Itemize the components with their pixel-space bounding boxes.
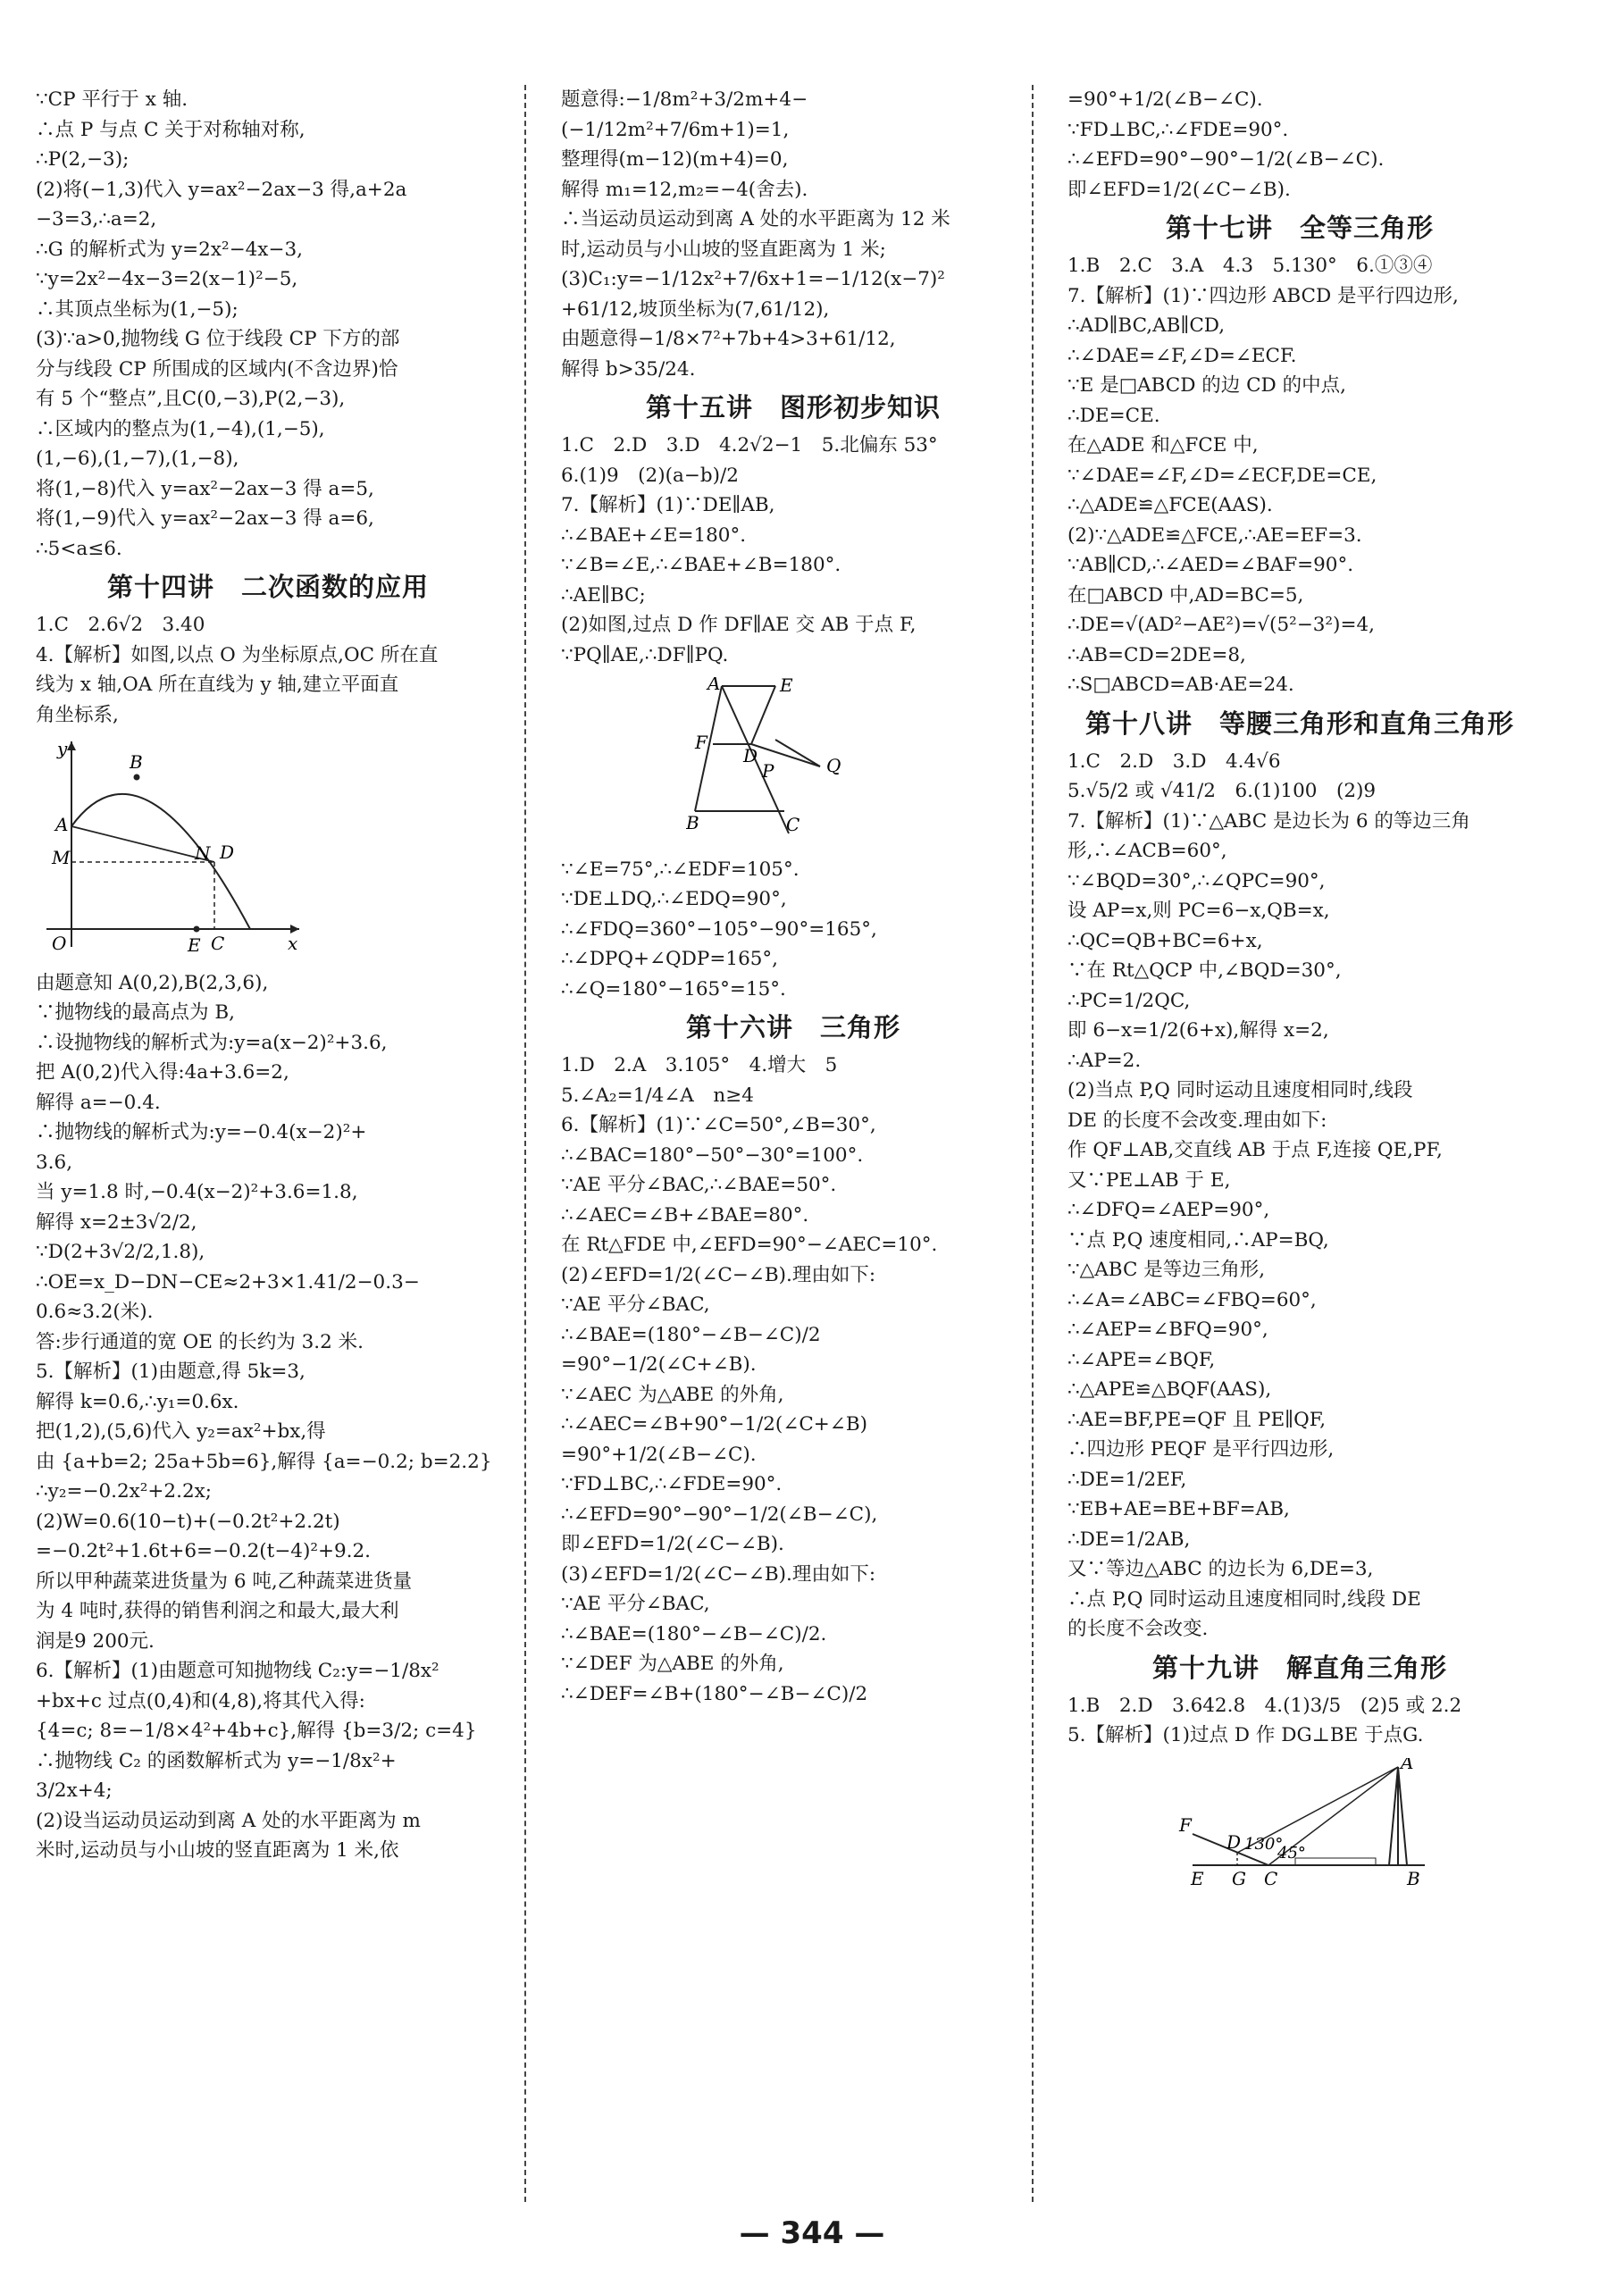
text-line: ∴∠AEC=∠B+90°−1/2(∠C+∠B)	[561, 1413, 868, 1436]
text-line: 由 {a+b=2; 25a+5b=6},解得 {a=−0.2; b=2.2}	[36, 1450, 492, 1473]
fig-label-D: D	[1226, 1830, 1242, 1853]
text-line: 时,运动员与小山坡的竖直距离为 1 米;	[561, 238, 886, 261]
parabola-figure	[36, 737, 500, 961]
text-line: 在 Rt△FDE 中,∠EFD=90°−∠AEC=10°.	[561, 1234, 938, 1256]
text-line: (1,−6),(1,−7),(1,−8),	[36, 448, 239, 470]
text-line: ∴∠A=∠ABC=∠FBQ=60°,	[1067, 1288, 1317, 1311]
text-line: (3)∵a>0,抛物线 G 位于线段 CP 下方的部	[36, 328, 400, 350]
text-line: 又∵PE⊥AB 于 E,	[1067, 1168, 1231, 1192]
text-line: ∴∠BAE+∠E=180°.	[561, 523, 747, 547]
text-line: 整理得(m−12)(m+4)=0,	[561, 148, 789, 171]
text-line: ∴∠AEC=∠B+∠BAE=80°.	[561, 1203, 809, 1227]
heading-lecture-18: 第十八讲 等腰三角形和直角三角形	[1084, 707, 1514, 739]
text-line: ∵∠AEC 为△ABE 的外角,	[561, 1383, 784, 1406]
text-line: ∴∠APE=∠BQF,	[1067, 1348, 1216, 1371]
text-line: ∵∠B=∠E,∴∠BAE+∠B=180°.	[561, 554, 841, 576]
col2-mid15-block	[561, 431, 1025, 670]
text-line: (2)如图,过点 D 作 DF∥AE 交 AB 于点 F,	[561, 614, 917, 636]
text-line: ∴∠FDQ=360°−105°−90°=165°,	[561, 917, 877, 941]
text-line: 1.B 2.D 3.642.8 4.(1)3/5 (2)5 或 2.2	[1067, 1694, 1462, 1717]
text-line: 5.【解析】(1)过点 D 作 DG⊥BE 于点G.	[1067, 1724, 1424, 1746]
text-line: 1.D 2.A 3.105° 4.增大 5	[561, 1054, 838, 1076]
text-line: ∴QC=QB+BC=6+x,	[1067, 929, 1263, 952]
text-line: 解得 b>35/24.	[561, 357, 696, 381]
text-line: ∵AE 平分∠BAC,∴∠BAE=50°.	[561, 1174, 837, 1196]
col1-mid-block	[36, 610, 500, 730]
fig-label-D: D	[743, 745, 758, 766]
text-line: 7.【解析】(1)∵DE∥AB,	[561, 494, 775, 516]
text-line: ∴区域内的整点为(1,−4),(1,−5),	[36, 417, 325, 440]
text-line: 7.【解析】(1)∵△ABC 是边长为 6 的等边三角	[1067, 809, 1470, 833]
text-line: ∴∠Q=180°−165°=15°.	[561, 977, 786, 1000]
fig-label-130: 130°	[1244, 1834, 1284, 1854]
text-line: 在△ADE 和△FCE 中,	[1067, 434, 1259, 456]
fig-label-C: C	[1264, 1867, 1278, 1889]
text-line: 3.6,	[36, 1151, 73, 1174]
text-line: ∵PQ∥AE,∴DF∥PQ.	[561, 643, 729, 666]
text-line: ∴AB=CD=2DE=8,	[1067, 643, 1246, 666]
text-line: 6.(1)9 (2)(a−b)/2	[561, 464, 739, 487]
text-line: ∵CP 平行于 x 轴.	[36, 88, 188, 111]
text-line: ∴S□ABCD=AB·AE=24.	[1067, 674, 1294, 696]
text-line: 将(1,−8)代入 y=ax²−2ax−3 得 a=5,	[36, 477, 374, 500]
parallel-lines-figure	[561, 677, 1025, 848]
text-line: ∵∠DAE=∠F,∠D=∠ECF,DE=CE,	[1067, 464, 1377, 487]
text-line: 1.C 2.D 3.D 4.4√6	[1067, 749, 1281, 773]
text-line: ∴抛物线 C₂ 的函数解析式为 y=−1/8x²+	[36, 1749, 397, 1772]
text-line: 解得 k=0.6,∴y₁=0.6x.	[36, 1390, 239, 1413]
text-line: ∵AB∥CD,∴∠AED=∠BAF=90°.	[1067, 554, 1354, 576]
text-line: ∴∠BAE=(180°−∠B−∠C)/2	[561, 1323, 821, 1346]
fig-label-Q: Q	[826, 755, 841, 776]
text-line: +61/12,坡顶坐标为(7,61/12),	[561, 297, 830, 321]
text-line: ∵y=2x²−4x−3=2(x−1)²−5,	[36, 268, 298, 290]
text-line: ∴当运动员运动到离 A 处的水平距离为 12 米	[561, 208, 950, 230]
text-line: ∴∠AEP=∠BFQ=90°,	[1067, 1319, 1268, 1341]
fig-label-B: B	[130, 751, 143, 773]
text-line: 解得 a=−0.4.	[36, 1091, 161, 1114]
text-line: 米时,运动员与小山坡的竖直距离为 1 米,依	[36, 1839, 399, 1862]
text-line: ∵∠E=75°,∴∠EDF=105°.	[561, 858, 799, 881]
text-line: =90°+1/2(∠B−∠C).	[561, 1443, 757, 1466]
fig-label-G: G	[1232, 1867, 1246, 1889]
text-line: ∵E 是□ABCD 的边 CD 的中点,	[1067, 374, 1346, 397]
text-line: 在□ABCD 中,AD=BC=5,	[1067, 583, 1304, 607]
text-line: 由题意得−1/8×7²+7b+4>3+61/12,	[561, 328, 896, 350]
text-line: 6.【解析】(1)由题意可知抛物线 C₂:y=−1/8x²	[36, 1660, 439, 1682]
text-line: 解得 x=2±3√2/2,	[36, 1210, 197, 1234]
text-line: 1.C 2.D 3.D 4.2√2−1 5.北偏东 53°	[561, 434, 938, 456]
fig-label-F: F	[695, 732, 707, 753]
text-line: 7.【解析】(1)∵四边形 ABCD 是平行四边形,	[1067, 284, 1459, 307]
text-line: 即∠EFD=1/2(∠C−∠B).	[1067, 178, 1291, 201]
heading-lecture-15: 第十五讲 图形初步知识	[645, 392, 941, 423]
text-line: ∴G 的解析式为 y=2x²−4x−3,	[36, 238, 303, 261]
text-line: ∴∠DPQ+∠QDP=165°,	[561, 948, 779, 970]
text-line: 设 AP=x,则 PC=6−x,QB=x,	[1067, 900, 1330, 922]
column-1	[36, 85, 500, 1866]
fig-label-y: y	[57, 738, 68, 759]
text-line: ∴△ADE≌△FCE(AAS).	[1067, 494, 1273, 516]
heading-lecture-14: 第十四讲 二次函数的应用	[106, 572, 429, 602]
fig-label-B: B	[686, 812, 699, 833]
text-line: ∴PC=1/2QC,	[1067, 989, 1191, 1012]
col3-body19-block	[1067, 1691, 1532, 1751]
fig-label-x: x	[288, 933, 298, 951]
fig-label-D: D	[220, 841, 235, 863]
fig-label-N: N	[195, 842, 211, 864]
col2-top-block	[561, 85, 1025, 384]
text-line: 1.C 2.6√2 3.40	[36, 614, 205, 636]
text-line: 为 4 吨时,获得的销售利润之和最大,最大利	[36, 1600, 399, 1622]
col2-body16-block	[561, 1051, 1025, 1709]
heading-lecture-17: 第十七讲 全等三角形	[1165, 213, 1434, 243]
text-line: ∴AE∥BC;	[561, 583, 646, 607]
text-line: ∴DE=1/2AB,	[1067, 1528, 1191, 1551]
heading-lecture-16: 第十六讲 三角形	[685, 1012, 900, 1042]
text-line: 由题意知 A(0,2),B(2,3,6),	[36, 971, 269, 994]
fig-label-45: 45°	[1277, 1843, 1306, 1863]
text-line: (2)∵△ADE≌△FCE,∴AE=EF=3.	[1067, 523, 1362, 547]
text-line: (3)∠EFD=1/2(∠C−∠B).理由如下:	[561, 1562, 876, 1586]
text-line: 0.6≈3.2(米).	[36, 1301, 154, 1323]
text-line: ∴设抛物线的解析式为:y=a(x−2)²+3.6,	[36, 1031, 388, 1054]
fig-label-C: C	[786, 814, 800, 835]
text-line: ∵抛物线的最高点为 B,	[36, 1001, 235, 1024]
text-line: 答:步行通道的宽 OE 的长约为 3.2 米.	[36, 1330, 364, 1353]
fig-label-E: E	[188, 934, 201, 951]
text-line: ∴∠DFQ=∠AEP=90°,	[1067, 1199, 1270, 1221]
column-2	[561, 85, 1025, 1709]
text-line: 角坐标系,	[36, 703, 119, 726]
text-line: ∴点 P,Q 同时运动且速度相同时,线段 DE	[1067, 1587, 1421, 1611]
text-line: 把(1,2),(5,6)代入 y₂=ax²+bx,得	[36, 1420, 326, 1443]
text-line: 线为 x 轴,OA 所在直线为 y 轴,建立平面直	[36, 674, 399, 696]
text-line: ∵∠DEF 为△ABE 的外角,	[561, 1653, 784, 1675]
text-line: 将(1,−9)代入 y=ax²−2ax−3 得 a=6,	[36, 507, 374, 530]
text-line: 题意得:−1/8m²+3/2m+4−	[561, 88, 808, 111]
text-line: (3)C₁:y=−1/12x²+7/6x+1=−1/12(x−7)²	[561, 268, 945, 290]
text-line: 润是9 200元.	[36, 1629, 155, 1653]
col3-body18-block	[1067, 747, 1532, 1645]
text-line: 5.【解析】(1)由题意,得 5k=3,	[36, 1360, 306, 1383]
text-line: ∴点 P 与点 C 关于对称轴对称,	[36, 118, 306, 141]
col3-top-block	[1067, 85, 1532, 205]
text-line: 6.【解析】(1)∵∠C=50°,∠B=30°,	[561, 1114, 876, 1136]
heading-lecture-19: 第十九讲 解直角三角形	[1151, 1652, 1447, 1683]
col1-bottom-block	[36, 968, 500, 1866]
text-line: 当 y=1.8 时,−0.4(x−2)²+3.6=1.8,	[36, 1181, 358, 1203]
text-line: 即∠EFD=1/2(∠C−∠B).	[561, 1533, 784, 1555]
column-divider-2	[1032, 85, 1034, 2202]
text-line: ∵FD⊥BC,∴∠FDE=90°.	[1067, 118, 1289, 141]
column-divider-1	[524, 85, 526, 2202]
text-line: ∴∠EFD=90°−90°−1/2(∠B−∠C).	[1067, 148, 1385, 171]
text-line: ∴AD∥BC,AB∥CD,	[1067, 314, 1226, 337]
fig-label-E: E	[1191, 1867, 1204, 1889]
text-line: 解得 m₁=12,m₂=−4(舍去).	[561, 178, 808, 201]
fig-label-P: P	[762, 760, 774, 782]
text-line: ∵FD⊥BC,∴∠FDE=90°.	[561, 1473, 783, 1495]
text-line: ∵DE⊥DQ,∴∠EDQ=90°,	[561, 888, 787, 910]
col2-bottom15-block	[561, 855, 1025, 1005]
page-number: — 344 —	[739, 2215, 885, 2251]
text-line: 3/2x+4;	[36, 1779, 113, 1802]
text-line: ∴∠DEF=∠B+(180°−∠B−∠C)/2	[561, 1682, 868, 1705]
text-line: (−1/12m²+7/6m+1)=1,	[561, 118, 790, 141]
text-line: ∴DE=√(AD²−AE²)=√(5²−3²)=4,	[1067, 614, 1375, 636]
text-line: 1.B 2.C 3.A 4.3 5.130° 6.①③④	[1067, 255, 1433, 277]
text-line: ∴△APE≌△BQF(AAS),	[1067, 1378, 1272, 1401]
text-line: ∵△ABC 是等边三角形,	[1067, 1259, 1266, 1281]
text-line: ∴∠DAE=∠F,∠D=∠ECF.	[1067, 344, 1297, 367]
text-line: 5.√5/2 或 √41/2 6.(1)100 (2)9	[1067, 780, 1377, 802]
fig-label-E: E	[780, 677, 793, 696]
text-line: 分与线段 CP 所围成的区域内(不含边界)恰	[36, 357, 398, 381]
column-3	[1067, 85, 1532, 1908]
text-line: (2)∠EFD=1/2(∠C−∠B).理由如下:	[561, 1263, 876, 1286]
text-line: 4.【解析】如图,以点 O 为坐标原点,OC 所在直	[36, 643, 439, 666]
text-line: =−0.2t²+1.6t+6=−0.2(t−4)²+9.2.	[36, 1540, 372, 1562]
text-line: ∴DE=1/2EF,	[1067, 1468, 1187, 1491]
text-line: 5.∠A₂=1/4∠A n≥4	[561, 1084, 754, 1107]
text-line: ∵EB+AE=BE+BF=AB,	[1067, 1498, 1290, 1520]
fig-label-O: O	[52, 933, 67, 951]
fig-label-F: F	[1179, 1813, 1192, 1836]
text-line: =90°−1/2(∠C+∠B).	[561, 1353, 757, 1376]
text-line: 把 A(0,2)代入得:4a+3.6=2,	[36, 1061, 289, 1084]
text-line: (2)当点 P,Q 同时运动且速度相同时,线段	[1067, 1079, 1413, 1101]
text-line: +bx+c 过点(0,4)和(4,8),将其代入得:	[36, 1689, 365, 1712]
text-line: ∴OE=x_D−DN−CE≈2+3×1.41/2−0.3−	[36, 1270, 420, 1294]
text-line: ∵D(2+3√2/2,1.8),	[36, 1241, 205, 1263]
text-line: ∴y₂=−0.2x²+2.2x;	[36, 1480, 212, 1503]
text-line: 作 QF⊥AB,交直线 AB 于点 F,连接 QE,PF,	[1067, 1139, 1443, 1161]
fig-label-C: C	[211, 933, 225, 951]
slope-tower-figure	[1067, 1758, 1532, 1902]
text-line: ∵AE 平分∠BAC,	[561, 1593, 710, 1615]
fig-label-A: A	[1401, 1757, 1414, 1773]
col1-top-block	[36, 85, 500, 564]
text-line: ∴抛物线的解析式为:y=−0.4(x−2)²+	[36, 1121, 367, 1143]
text-line: 形,∴∠ACB=60°,	[1067, 840, 1227, 862]
text-line: 的长度不会改变.	[1067, 1618, 1209, 1640]
col3-body17-block	[1067, 251, 1532, 700]
text-line: =90°+1/2(∠B−∠C).	[1067, 88, 1263, 111]
text-line: (2)W=0.6(10−t)+(−0.2t²+2.2t)	[36, 1510, 340, 1533]
text-line: ∴AP=2.	[1067, 1049, 1142, 1072]
text-line: ∴DE=CE.	[1067, 404, 1160, 427]
text-line: ∵点 P,Q 速度相同,∴AP=BQ,	[1067, 1228, 1329, 1252]
text-line: ∵∠BQD=30°,∴∠QPC=90°,	[1067, 869, 1326, 892]
text-line: 又∵等边△ABC 的边长为 6,DE=3,	[1067, 1558, 1374, 1580]
text-line: DE 的长度不会改变.理由如下:	[1067, 1109, 1327, 1132]
text-line: (2)设当运动员运动到离 A 处的水平距离为 m	[36, 1809, 421, 1832]
text-line: ∵AE 平分∠BAC,	[561, 1294, 710, 1316]
text-line: −3=3,∴a=2,	[36, 208, 157, 230]
fig-label-M: M	[52, 847, 71, 868]
text-line: ∵在 Rt△QCP 中,∠BQD=30°,	[1067, 959, 1342, 982]
text-line: ∴P(2,−3);	[36, 148, 130, 171]
fig-label-A: A	[707, 677, 721, 694]
text-line: (2)将(−1,3)代入 y=ax²−2ax−3 得,a+2a	[36, 178, 407, 201]
text-line: 即 6−x=1/2(6+x),解得 x=2,	[1067, 1019, 1329, 1042]
text-line: {4=c; 8=−1/8×4²+4b+c},解得 {b=3/2; c=4}	[36, 1720, 477, 1742]
text-line: ∴∠BAE=(180°−∠B−∠C)/2.	[561, 1622, 827, 1645]
text-line: ∴∠BAC=180°−50°−30°=100°.	[561, 1143, 864, 1167]
fig-label-B: B	[1407, 1867, 1420, 1889]
text-line: ∴其顶点坐标为(1,−5);	[36, 297, 239, 321]
fig-label-A: A	[55, 814, 69, 835]
text-line: ∴四边形 PEQF 是平行四边形,	[1067, 1438, 1335, 1461]
text-line: ∴AE=BF,PE=QF 且 PE∥QF,	[1067, 1408, 1327, 1431]
text-line: ∴5<a≤6.	[36, 537, 122, 560]
text-line: ∴∠EFD=90°−90°−1/2(∠B−∠C),	[561, 1503, 878, 1526]
text-line: 有 5 个“整点”,且C(0,−3),P(2,−3),	[36, 388, 346, 410]
text-line: 所以甲种蔬菜进货量为 6 吨,乙种蔬菜进货量	[36, 1570, 413, 1593]
